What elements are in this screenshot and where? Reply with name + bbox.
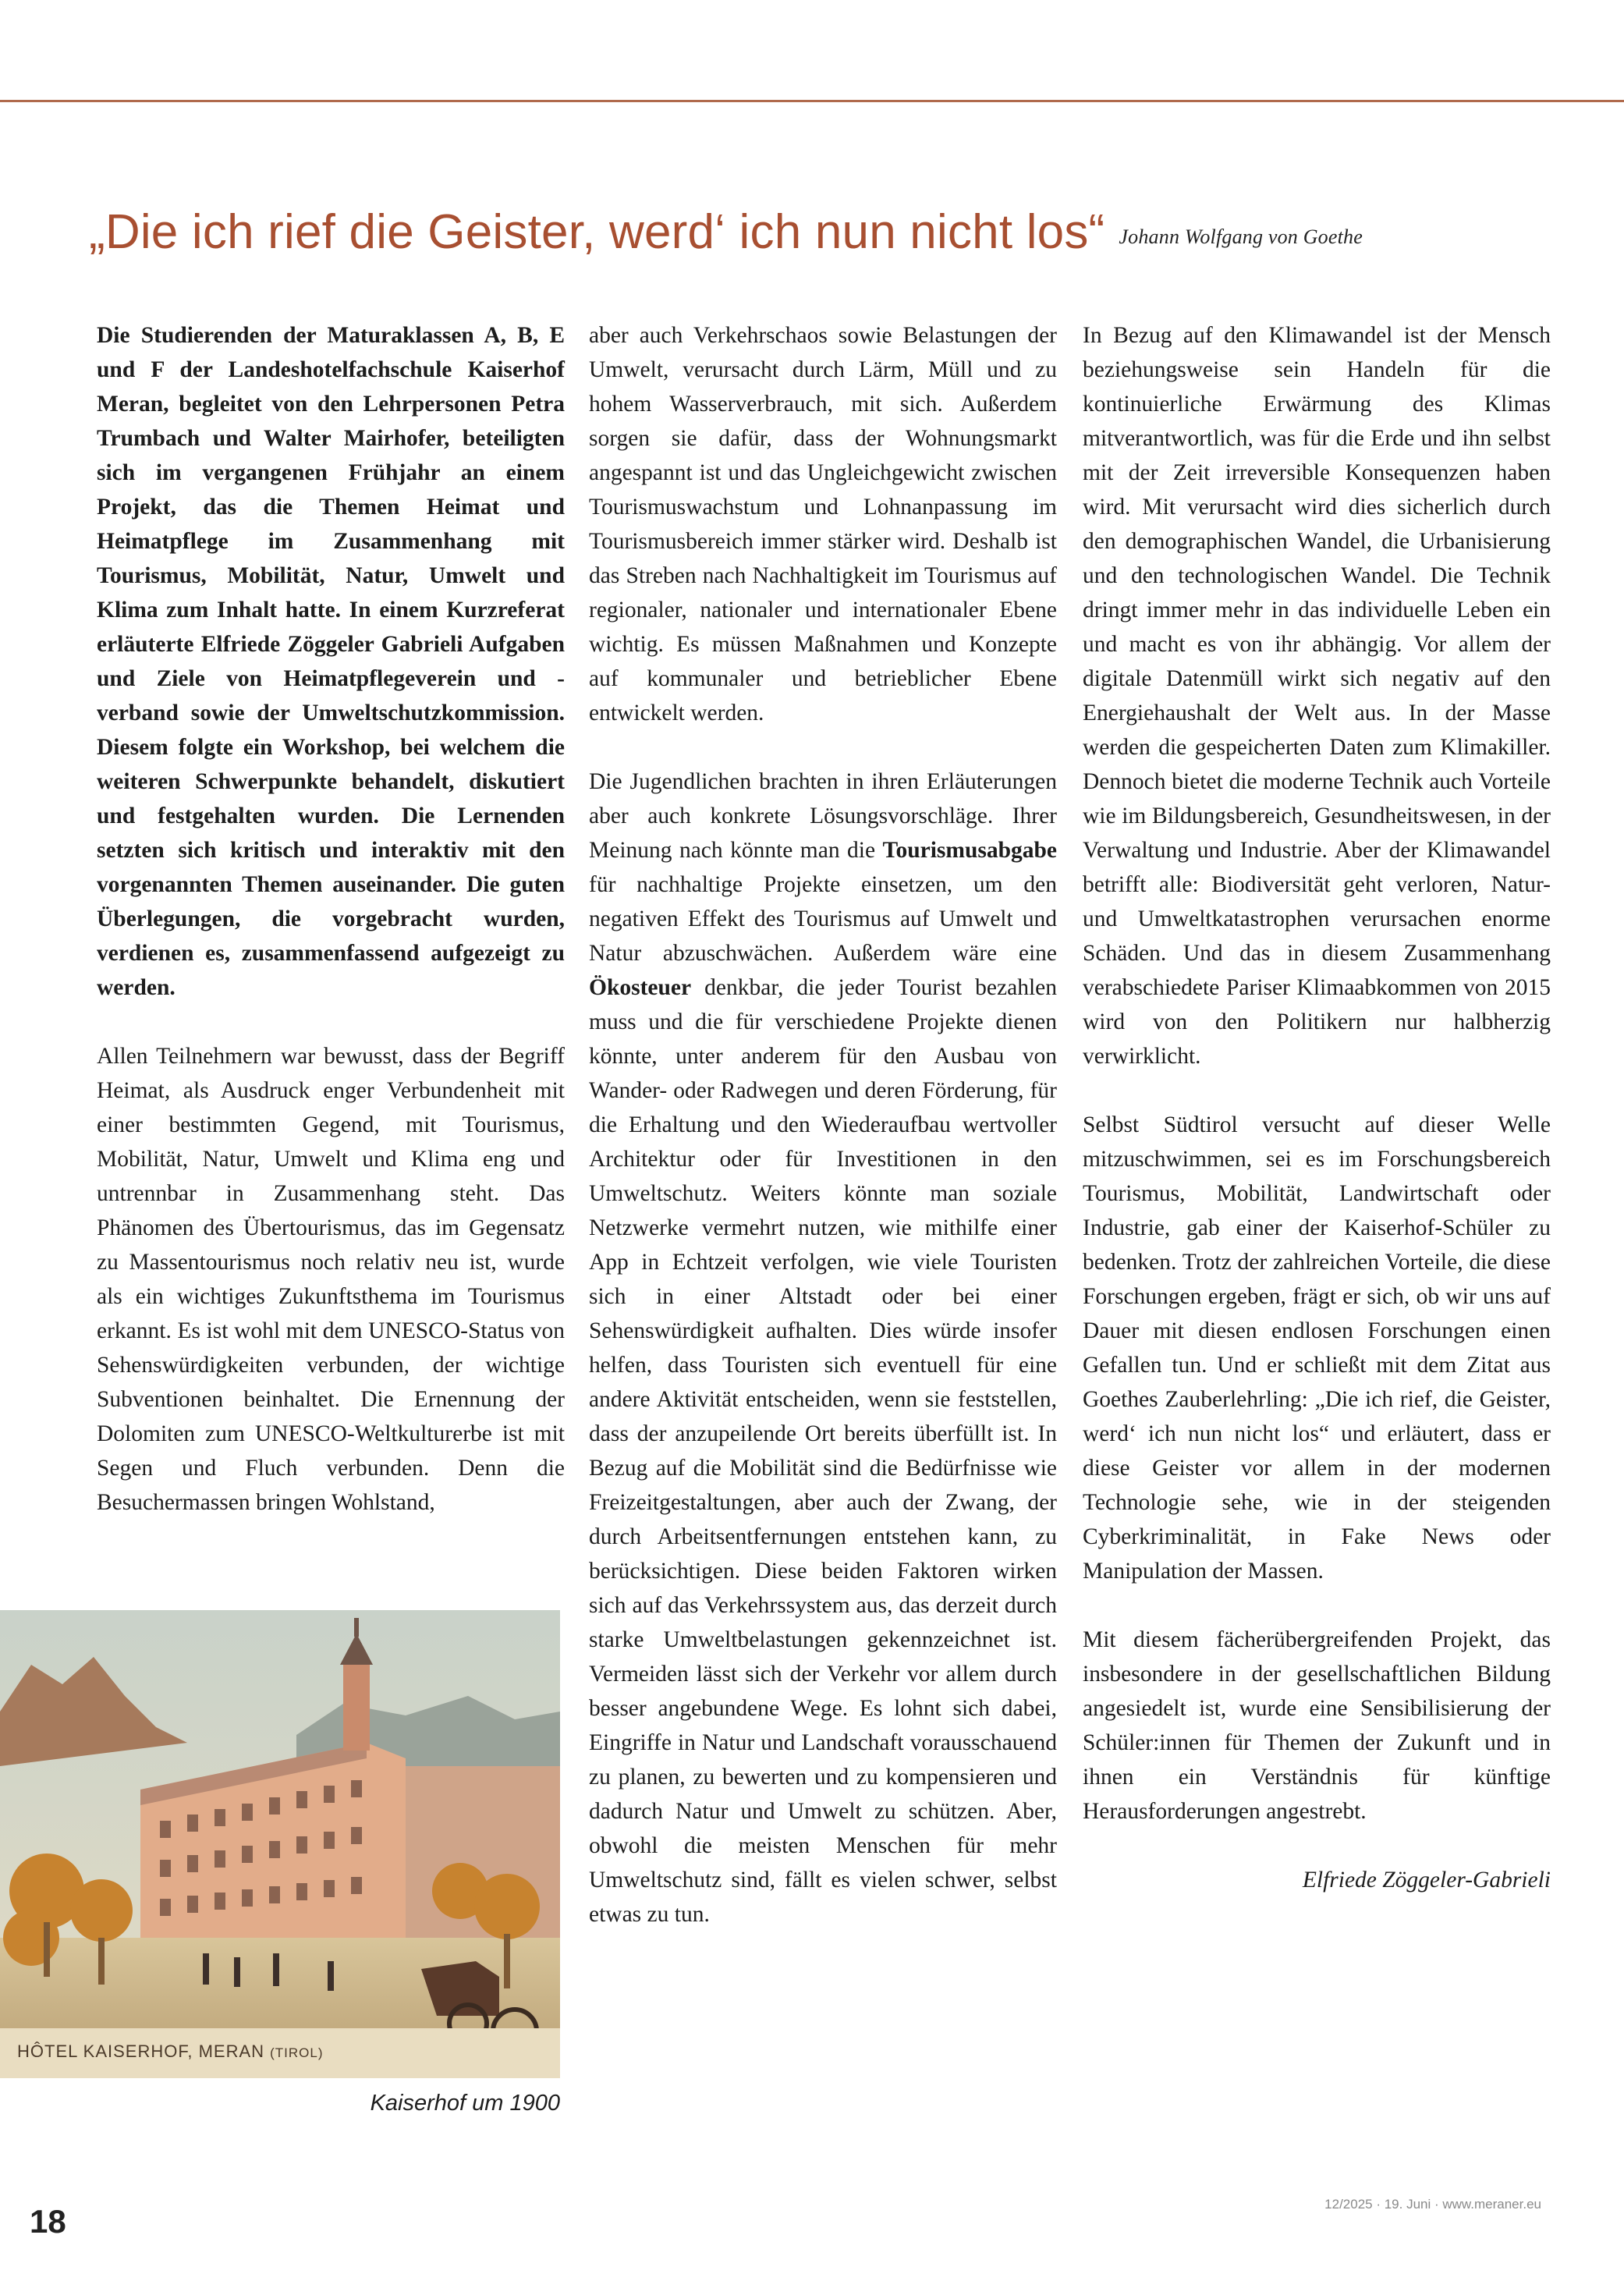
text-run: für nachhaltige Projekte einsetzen, um den negativen Effekt des Tourismus auf Umwelt und Natur abzuschwächen. Außerdem wäre eine	[589, 872, 1057, 966]
postcard-title-small: (TIROL)	[270, 2045, 324, 2060]
historic-postcard-image	[0, 1610, 560, 2078]
page-title	[89, 204, 1555, 260]
highlight-tourismusabgabe: Tourismusabgabe	[882, 838, 1057, 863]
top-rule	[0, 100, 1624, 102]
article-column-3	[1083, 318, 1551, 1897]
body-paragraph: Selbst Südtirol versucht auf dieser Welle mitzuschwimmen, sei es im Forschungsbereich Tourismus, Mobilität, Landwirtschaft oder Industrie, gab einer der Kaiserhof-Schüler zu bedenken. Trotz der zahlreichen Vorteile, die diese Forschungen ergeben, frägt er sich, ob wir uns auf Dauer mit diesen endlosen Forschungen einen Gefallen tun. Und er schließt mit dem Zitat aus Goethes Zauberlehrling: „Die ich rief, die Geister, werd‘ ich nun nicht los“ und erläutert, dass er diese Geister vor allem in der modernen Technologie sehe, wie in der steigenden Cyberkriminalität, in Fake News oder Manipulation der Massen.	[1083, 1112, 1551, 1584]
page-number: 18	[30, 2203, 66, 2240]
lead-paragraph: Die Studierenden der Maturaklassen A, B, E und F der Landeshotelfachschule Kaiserhof Meran, begleitet von den Lehrpersonen Petra Trumbach und Walter Mairhofer, beteiligten sich im vergangenen Frühjahr an einem Projekt, das die Themen Heimat und Heimatpflege im Zusammenhang mit Tourismus, Mobilität, Natur, Umwelt und Klima zum Inhalt hatte. In einem Kurzreferat erläuterte Elfriede Zöggeler Gabrieli Aufgaben und Ziele von Heimatpflegeverein und -verband sowie der Umweltschutzkommission. Diesem folgte ein Workshop, bei welchem die weiteren Schwerpunkte behandelt, diskutiert und festgehalten wurden. Die Lernenden setzten sich kritisch und interaktiv mit den vorgenannten Themen auseinander. Die guten Überlegungen, die vorgebracht wurden, verdienen es, zusammenfassend aufgezeigt zu werden.	[97, 323, 565, 1000]
highlight-oekosteuer: Ökosteuer	[589, 975, 692, 1000]
postcard-printed-title	[17, 2042, 324, 2062]
article-column-2	[589, 318, 1057, 1966]
author-signature: Elfriede Zöggeler-Gabrieli	[1302, 1868, 1551, 1893]
body-paragraph: Mit diesem fächerübergreifenden Projekt, das insbesondere in der gesellschaftlichen Bildung angesiedelt ist, wurde eine Sensibilisierung der Schüler:innen für Themen der Zukunft und in ihnen ein Verständnis für künftige Herausforderungen angestrebt.	[1083, 1627, 1551, 1824]
issue-info: 12/2025 · 19. Juni · www.meraner.eu	[1324, 2197, 1541, 2212]
postcard-illustration	[0, 1610, 560, 2078]
body-paragraph: In Bezug auf den Klimawandel ist der Mensch beziehungsweise sein Handeln für die kontinuierliche Erwärmung des Klimas mitverantwortlich, was für die Erde und ihn selbst mit der Zeit irreversible Konsequenzen haben wird. Mit verursacht wird dies sicherlich durch den demographischen Wandel, die Urbanisierung und den technologischen Wandel. Die Technik dringt immer mehr in das individuelle Leben ein und macht es von ihr abhängig. Vor allem der digitale Datenmüll wirkt sich negativ auf den Energiehaushalt der Welt aus. In der Masse werden die gespeicherten Daten zum Klimakiller. Dennoch bietet die moderne Technik auch Vorteile wie im Bildungsbereich, Gesundheitswesen, in der Verwaltung und Industrie. Aber der Klimawandel betrifft alle: Biodiversität geht verloren, Natur- und Umweltkatastrophen verursachen enorme Schäden. Und das in diesem Zusammenhang verabschiedete Pariser Klimaabkommen von 2015 wird von den Politikern nur halbherzig verwirklicht.	[1083, 323, 1551, 1069]
body-paragraph: aber auch Verkehrschaos sowie Belastungen der Umwelt, verursacht durch Lärm, Müll und zu hohem Wasserverbrauch, mit sich. Außerdem sorgen sie dafür, dass der Wohnungsmarkt angespannt ist und das Ungleichgewicht zwischen Tourismuswachstum und Lohnanpassung im Tourismusbereich immer stärker wird. Deshalb ist das Streben nach Nachhaltigkeit im Tourismus auf regionaler, nationaler und internationaler Ebene wichtig. Es müssen Maßnahmen und Konzepte auf kommunaler und betrieblicher Ebene entwickelt werden.	[589, 323, 1057, 725]
body-paragraph	[589, 764, 1057, 1932]
body-paragraph: Allen Teilnehmern war bewusst, dass der Begriff Heimat, als Ausdruck enger Verbundenheit mit einer bestimmten Gegend, mit Tourismus, Mobilität, Natur, Umwelt und Klima eng und untrennbar in Zusammenhang steht. Das Phänomen des Übertourismus, das im Gegensatz zu Massentourismus noch relativ neu ist, wurde als ein wichtiges Zukunftsthema im Tourismus erkannt. Es ist wohl mit dem UNESCO-Status von Sehenswürdigkeiten verbunden, der wichtige Subventionen beinhaltet. Die Ernennung der Dolomiten zum UNESCO-Weltkulturerbe ist mit Segen und Fluch verbunden. Denn die Besuchermassen bringen Wohlstand,	[97, 1044, 565, 1515]
text-run: Die Jugendlichen brachten in ihren Erläuterungen aber auch konkrete Lösungsvorschläge. Ihrer Meinung nach könnte man die	[589, 769, 1057, 863]
postcard-title-text: HÔTEL KAISERHOF, MERAN	[17, 2042, 265, 2061]
headline-text: „Die ich rief die Geister, werd‘ ich nun nicht los“	[89, 205, 1105, 259]
quote-author: Johann Wolfgang von Goethe	[1119, 225, 1363, 248]
article-column-1	[97, 318, 565, 1554]
image-caption: Kaiserhof um 1900	[370, 2091, 560, 2116]
text-run: denkbar, die jeder Tourist bezahlen muss und die für verschiedene Projekte dienen könnte, unter anderem für den Ausbau von Wander- oder Radwegen und deren Förderung, für die Erhaltung und den Wiederaufbau wertvoller Architektur oder für Investitionen in den Umweltschutz. Weiters könnte man soziale Netzwerke vermehrt nutzen, wie mithilfe einer App in Echtzeit verfolgen, wie viele Touristen sich in einer Altstadt oder bei einer Sehenswürdigkeit aufhalten. Dies würde insofer helfen, dass Touristen sich eventuell für eine andere Aktivität entscheiden, wenn sie feststellen, dass der anzupeilende Ort bereits überfüllt ist. In Bezug auf die Mobilität sind die Bedürfnisse wie Freizeitgestaltungen, aber auch der Zwang, der durch Arbeitsentfernungen entstehen kann, zu berücksichtigen. Diese beiden Faktoren wirken sich auf das Verkehrssystem aus, das derzeit durch starke Umweltbelastungen gekennzeichnet ist. Vermeiden lässt sich der Verkehr vor allem durch besser angebundene Wege. Es lohnt sich dabei, Eingriffe in Natur und Landschaft vorausschauend zu planen, zu bewerten und zu kompensieren und dadurch Natur und Umwelt zu schützen. Aber, obwohl die meisten Menschen für mehr Umweltschutz sind, fällt es vielen schwer, selbst etwas zu tun.	[589, 975, 1057, 1927]
